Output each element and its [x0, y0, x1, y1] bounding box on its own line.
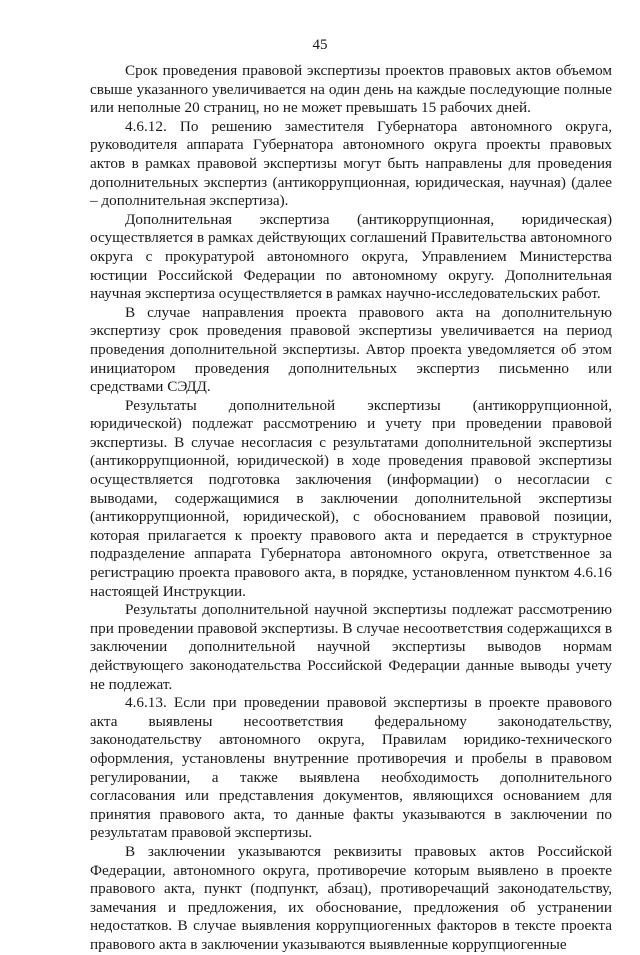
paragraph: В заключении указываются реквизиты правовых актов Российской Федерации, автономного округа, противоречие которым выявлено в проекте правового акта, пункт (подпункт, абзац), противоречащий законодательству, замечания и предложения, их обоснование, предложения об устранении недостатков. В случае выявления коррупциогенных факторов в тексте проекта правового акта в заключении указываются выявленные коррупциогенные — [90, 842, 612, 953]
paragraph: Результаты дополнительной экспертизы (антикоррупционной, юридической) подлежат рассмотрению и учету при проведении правовой экспертизы. В случае несогласия с результатами дополнительной экспертизы (антикоррупционной, юридической) в ходе проведения правовой экспертизы осуществляется подготовка заключения (информации) о несогласии с выводами, содержащимися в заключении дополнительной экспертизы (антикоррупционной, юридической), с обоснованием правовой позиции, которая прилагается к проекту правового акта и передается в структурное подразделение аппарата Губернатора автономного округа, ответственное за регистрацию проекта правового акта, в порядке, установленном пунктом 4.6.16 настоящей Инструкции. — [90, 396, 612, 600]
paragraph: 4.6.12. По решению заместителя Губернатора автономного округа, руководителя аппарата Губернатора автономного округа проекты правовых актов в рамках правовой экспертизы могут быть направлены для проведения дополнительных экспертиз (антикоррупционная, юридическая, научная) (далее – дополнительная экспертиза). — [90, 117, 612, 210]
paragraph: Результаты дополнительной научной экспертизы подлежат рассмотрению при проведении правовой экспертизы. В случае несоответствия содержащихся в заключении дополнительной научной экспертизы выводов нормам действующего законодательства Российской Федерации данные выводы учету не подлежат. — [90, 601, 612, 693]
document-body — [90, 62, 612, 955]
page-number: 45 — [312, 37, 328, 53]
paragraph: Дополнительная экспертиза (антикоррупционная, юридическая) осуществляется в рамках действующих соглашений Правительства автономного округа с прокуратурой автономного округа, Управлением Министерства юстиции Российской Федерации по автономному округу. Дополнительная научная экспертиза осуществляется в рамках научно-исследовательских работ. — [90, 210, 612, 303]
paragraph: 4.6.13. Если при проведении правовой экспертизы в проекте правового акта выявлены несоответствия федеральному законодательству, законодательству автономного округа, Правилам юридико-технического оформления, установлены внутренние противоречия и пробелы в правовом регулировании, а также выявлена необходимость дополнительного согласования или представления документов, являющихся основанием для принятия правового акта, то данные факты указываются в заключении по результатам правовой экспертизы. — [90, 694, 612, 842]
paragraph: Срок проведения правовой экспертизы проектов правовых актов объемом свыше указанного увеличивается на один день на каждые последующие полные или неполные 20 страниц, но не может превышать 15 рабочих дней. — [90, 62, 612, 117]
paragraph: В случае направления проекта правового акта на дополнительную экспертизу срок проведения правовой экспертизы увеличивается на период проведения дополнительной экспертизы. Автор проекта уведомляется об этом инициатором проведения дополнительных экспертиз письменно или средствами СЭДД. — [90, 303, 612, 396]
